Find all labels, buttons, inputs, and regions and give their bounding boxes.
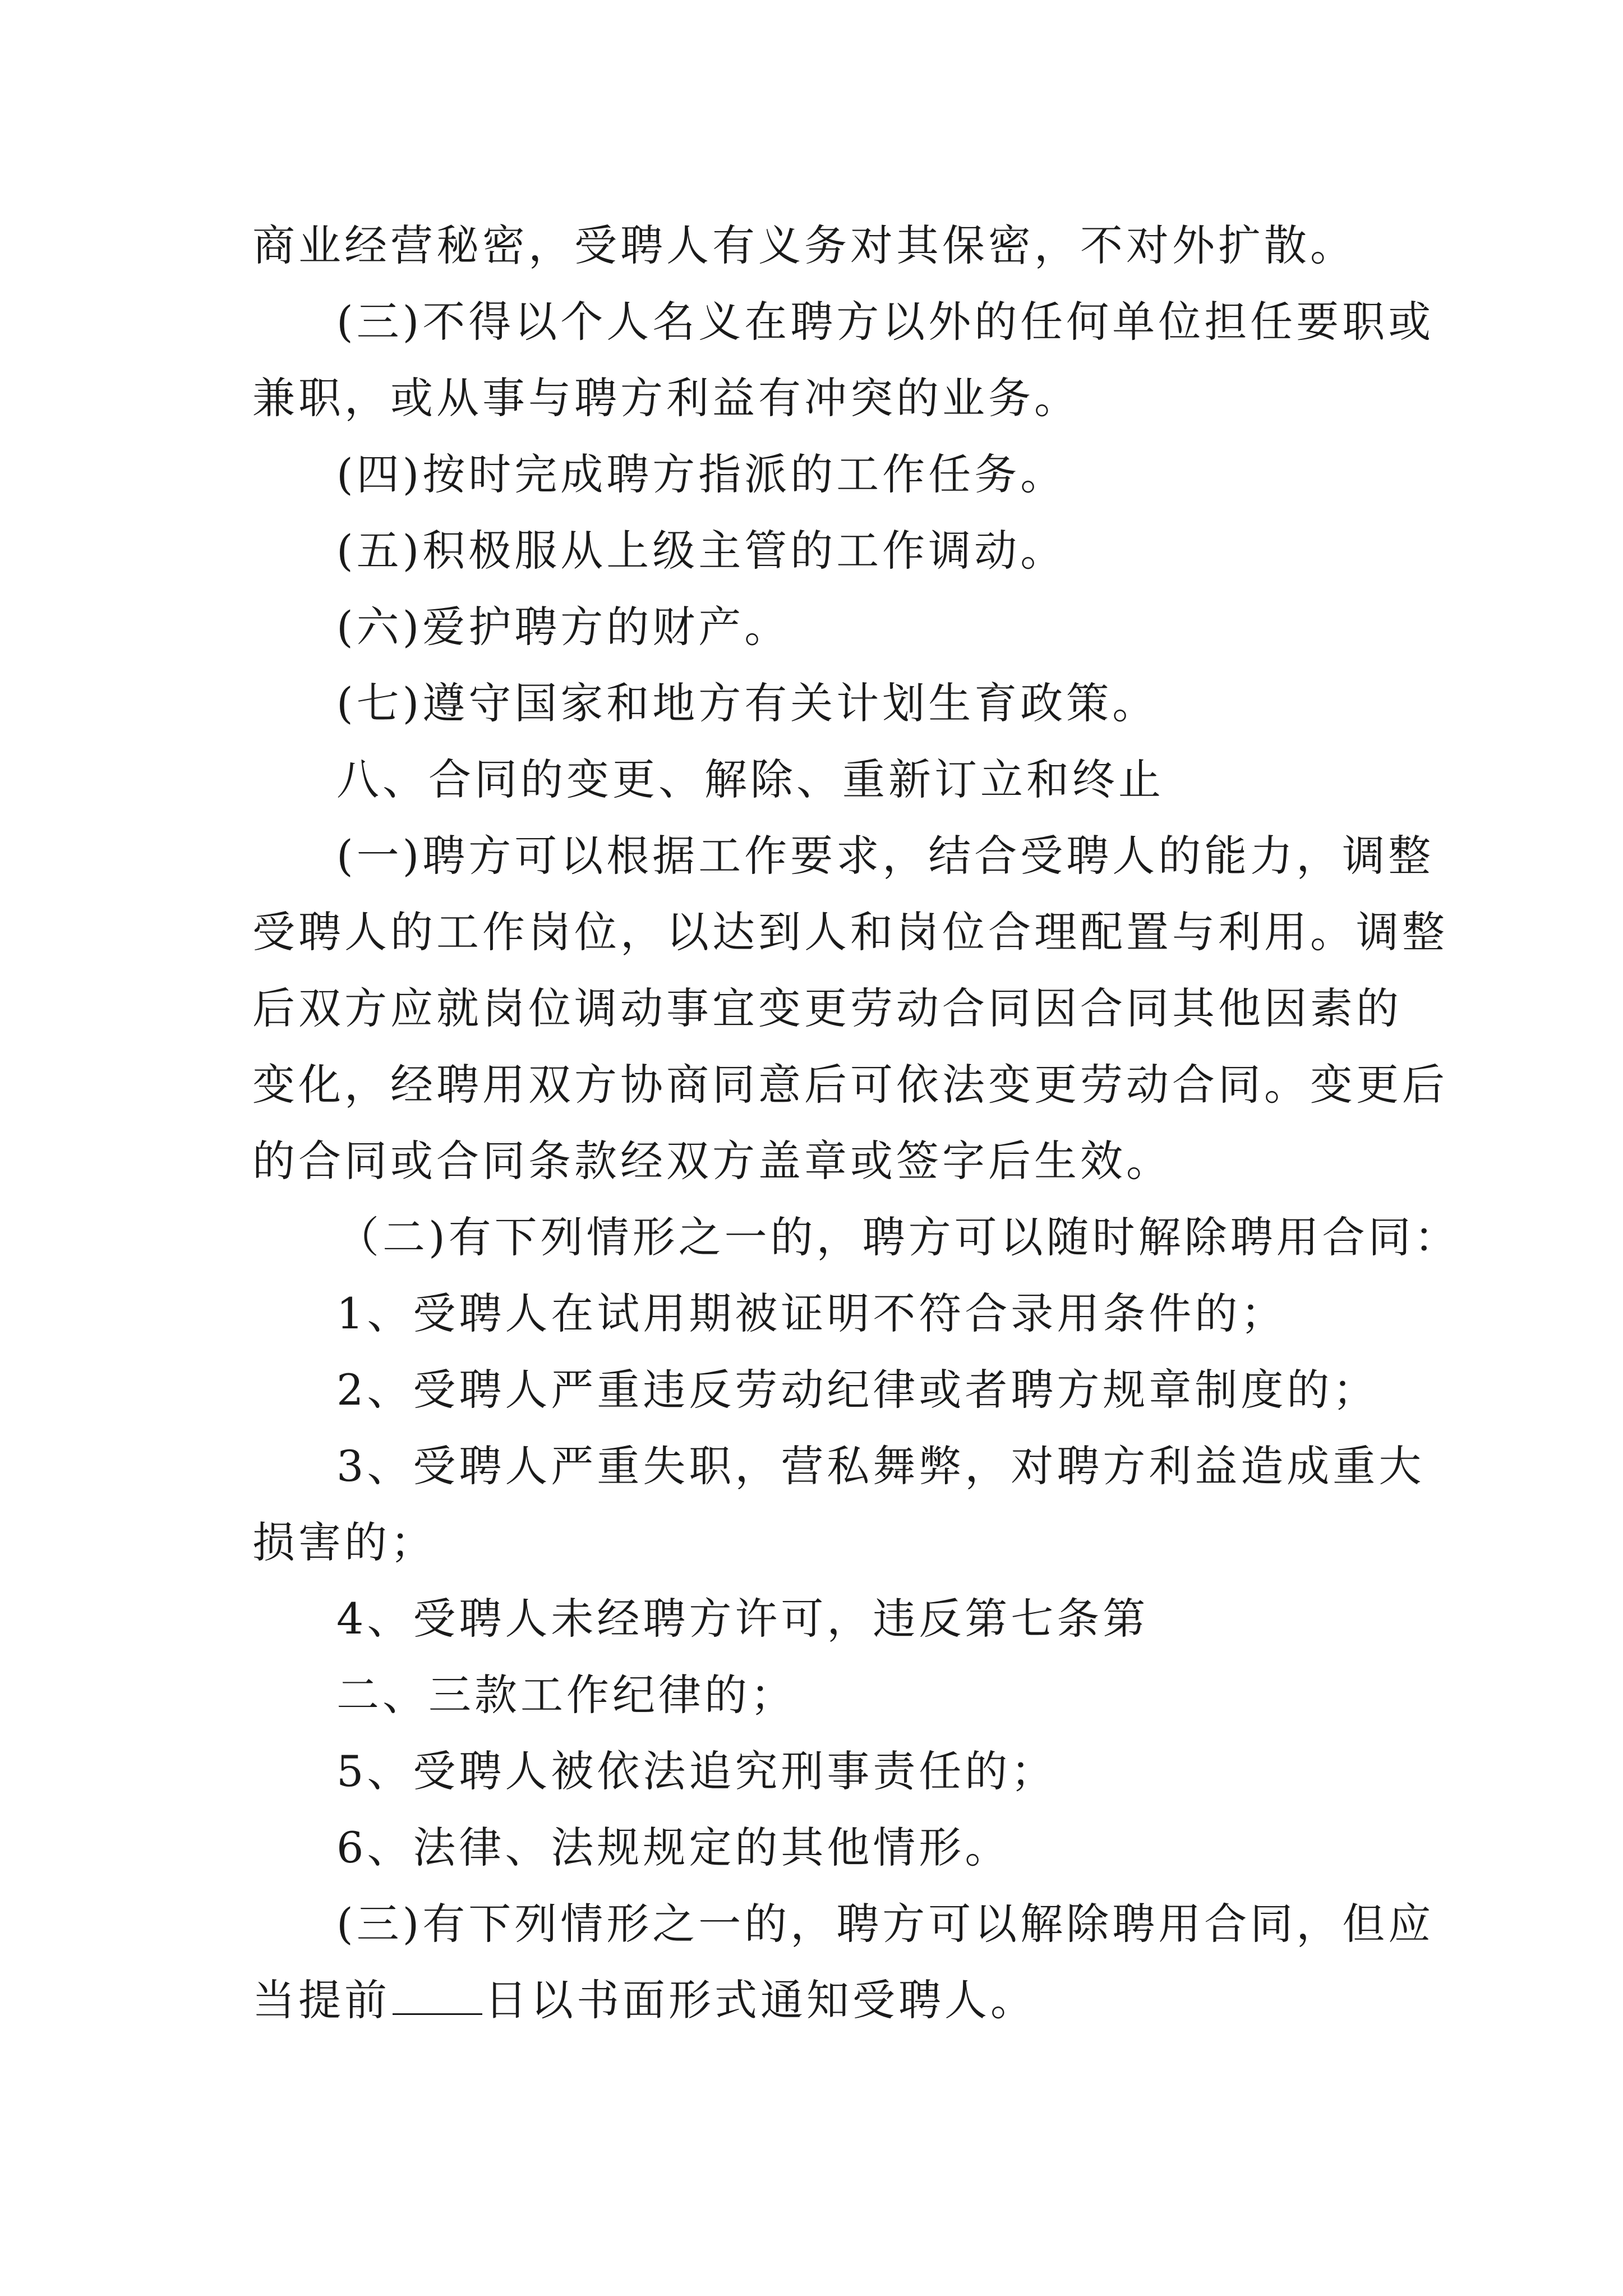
text-line: 1、受聘人在试用期被证明不符合录用条件的； <box>336 1289 1287 1338</box>
text-line: (七)遵守国家和地方有关计划生育政策。 <box>336 678 1159 728</box>
text-fragment: 当提前 <box>252 1975 390 2025</box>
section-heading: 八、合同的变更、解除、重新订立和终止 <box>336 754 1164 804</box>
text-line: 受聘人的工作岗位，以达到人和岗位合理配置与利用。调整 <box>252 907 1448 957</box>
text-line: 3、受聘人严重失职，营私舞弊，对聘方利益造成重大 <box>336 1441 1425 1491</box>
text-line: 二、三款工作纪律的； <box>336 1670 796 1720</box>
contract-body <box>252 208 1460 2039</box>
text-line: 的合同或合同条款经双方盖章或签字后生效。 <box>252 1136 1172 1186</box>
fill-in-blank <box>393 1968 482 2015</box>
text-line: 损害的； <box>252 1517 436 1567</box>
text-line: (五)积极服从上级主管的工作调动。 <box>336 526 1067 576</box>
text-line-with-blank <box>252 1962 1374 2039</box>
text-line: 6、法律、法规规定的其他情形。 <box>336 1823 1011 1872</box>
text-line: (三)不得以个人名义在聘方以外的任何单位担任要职或 <box>336 297 1435 347</box>
text-fragment: 日以书面形式通知受聘人。 <box>485 1975 1036 2025</box>
text-line: (三)有下列情形之一的，聘方可以解除聘用合同，但应 <box>336 1899 1435 1949</box>
text-line: 兼职，或从事与聘方利益有冲突的业务。 <box>252 373 1080 423</box>
text-line: (六)爱护聘方的财产。 <box>336 602 791 652</box>
text-line: (一)聘方可以根据工作要求，结合受聘人的能力，调整 <box>336 831 1435 881</box>
text-line: 4、受聘人未经聘方许可，违反第七条第 <box>336 1594 1149 1644</box>
text-line: 后双方应就岗位调动事宜变更劳动合同因合同其他因素的 <box>252 983 1402 1033</box>
text-line: 变化，经聘用双方协商同意后可依法变更劳动合同。变更后 <box>252 1060 1448 1110</box>
text-line: 2、受聘人严重违反劳动纪律或者聘方规章制度的； <box>336 1365 1379 1415</box>
text-line: 商业经营秘密，受聘人有义务对其保密，不对外扩散。 <box>252 220 1356 270</box>
text-line: (四)按时完成聘方指派的工作任务。 <box>336 449 1067 499</box>
text-line: （二)有下列情形之一的，聘方可以随时解除聘用合同： <box>336 1212 1460 1262</box>
text-line: 5、受聘人被依法追究刑事责任的； <box>336 1746 1057 1796</box>
